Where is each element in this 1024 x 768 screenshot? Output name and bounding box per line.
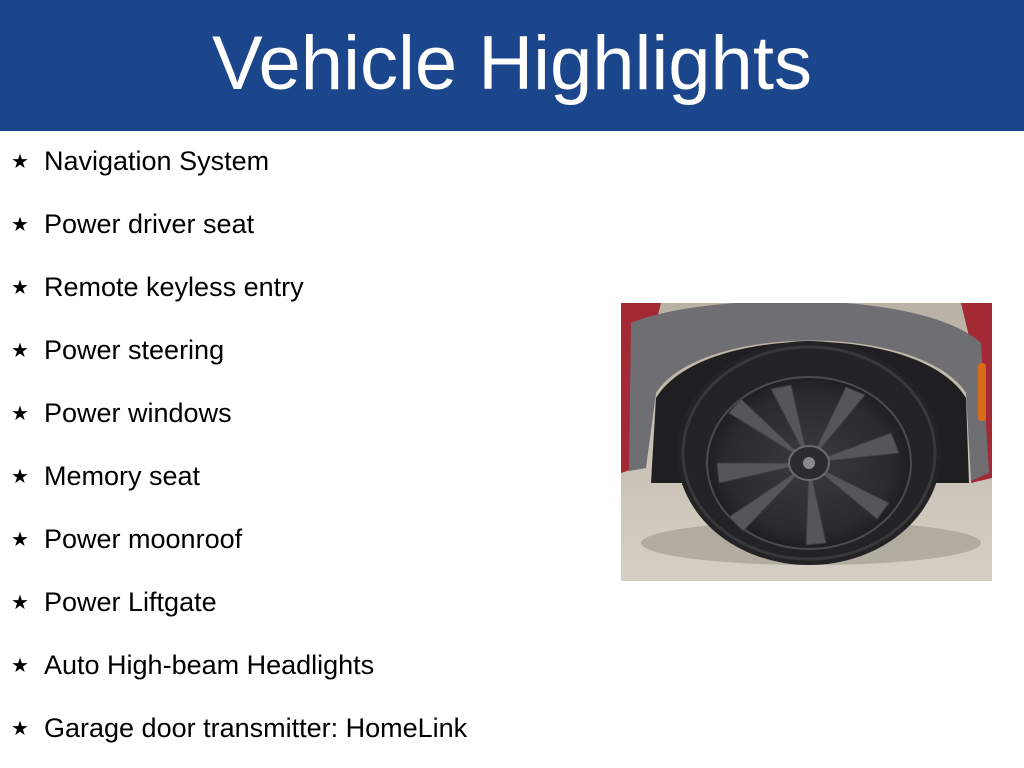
star-icon: ★ (11, 401, 29, 425)
star-icon: ★ (11, 716, 29, 740)
star-icon: ★ (11, 212, 29, 236)
feature-label: Power steering (44, 335, 225, 365)
feature-label: Power windows (44, 398, 232, 428)
page-title: Vehicle Highlights (212, 20, 812, 106)
feature-label: Memory seat (44, 461, 201, 491)
feature-label: Power moonroof (44, 524, 243, 554)
star-icon: ★ (11, 590, 29, 614)
feature-label: Power driver seat (44, 209, 255, 239)
wheel-photo (621, 303, 992, 581)
star-icon: ★ (11, 464, 29, 488)
star-icon: ★ (11, 527, 29, 551)
star-icon: ★ (11, 653, 29, 677)
wheel-illustration (621, 303, 992, 581)
star-icon: ★ (11, 149, 29, 173)
feature-label: Navigation System (44, 146, 270, 176)
feature-label: Auto High-beam Headlights (44, 650, 375, 680)
feature-label: Remote keyless entry (44, 272, 304, 302)
feature-label: Power Liftgate (44, 587, 217, 617)
star-icon: ★ (11, 275, 29, 299)
header-banner (0, 0, 1024, 131)
star-icon: ★ (11, 338, 29, 362)
feature-label: Garage door transmitter: HomeLink (44, 713, 468, 743)
